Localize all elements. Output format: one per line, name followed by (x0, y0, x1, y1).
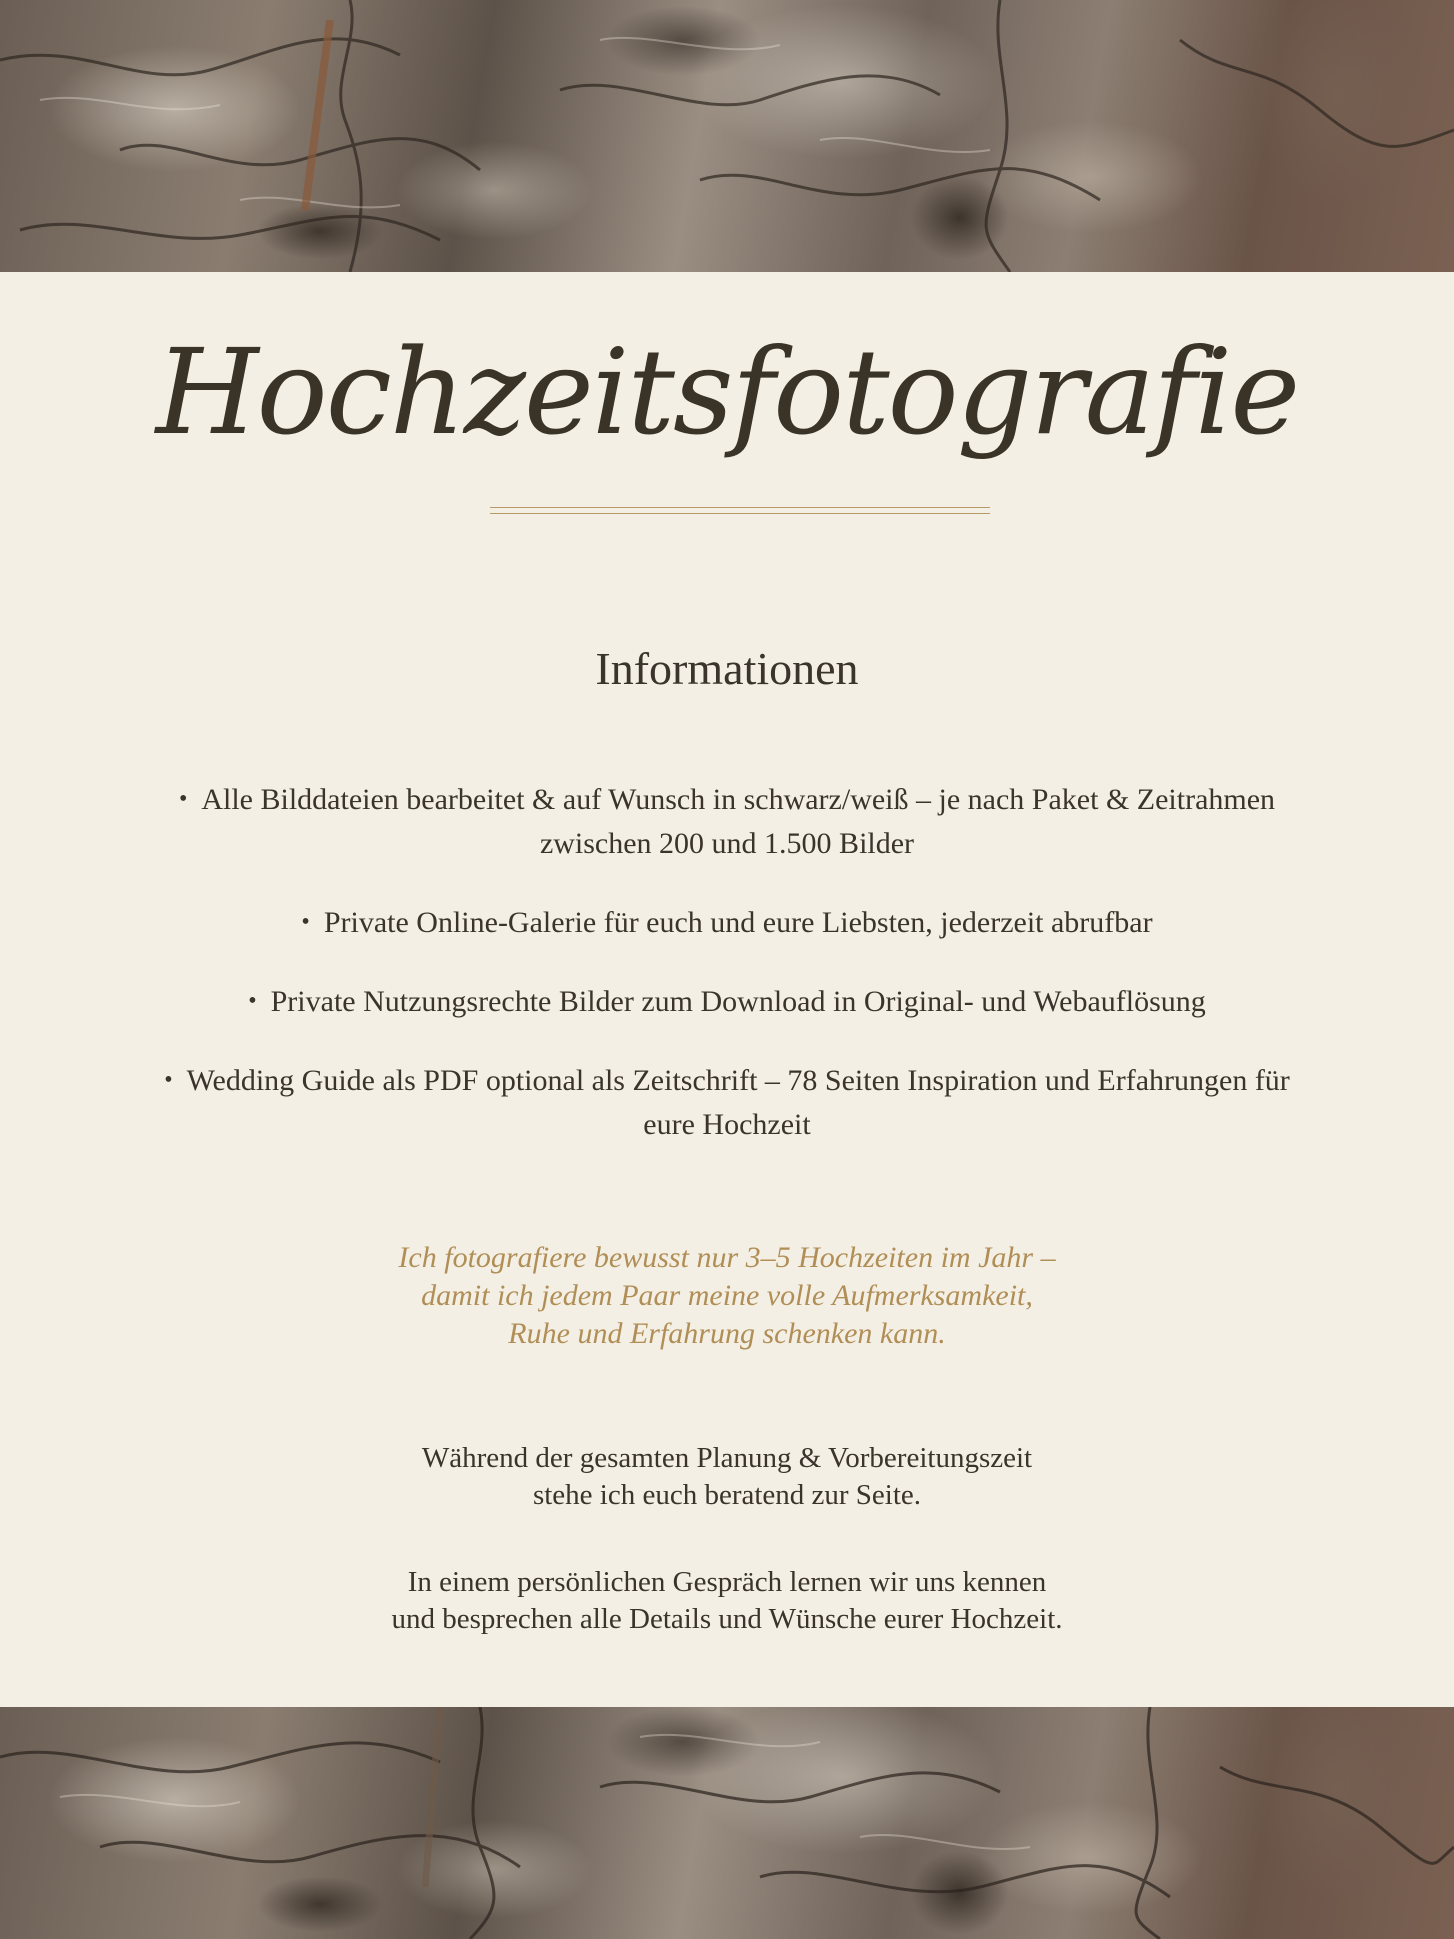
list-item-text: Private Nutzungsrechte Bilder zum Download in Original- und Webauflösung (270, 985, 1206, 1018)
page-title: Hochzeitsfotografie (155, 323, 1299, 461)
list-item-text: Wedding Guide als PDF optional als Zeitschrift – 78 Seiten Inspiration und Erfahrungen für eure Hochzeit (186, 1064, 1290, 1141)
list-item (147, 1058, 1307, 1147)
title-underline-bottom (490, 513, 990, 514)
bullet-icon: • (248, 988, 257, 1014)
bullet-icon: • (178, 786, 188, 812)
list-item (147, 777, 1307, 866)
paragraph-line: und besprechen alle Details und Wünsche eurer Hochzeit. (391, 1603, 1063, 1635)
info-list (0, 777, 1454, 1181)
paragraph-line: In einem persönlichen Gespräch lernen wir uns kennen (407, 1566, 1047, 1598)
list-item-text: Alle Bilddateien bearbeitet & auf Wunsch in schwarz/weiß – je nach Paket & Zeitrahmen zwischen 200 und 1.500 Bilder (201, 783, 1276, 860)
bark-texture-top-image (0, 0, 1454, 272)
quote-line: damit ich jedem Paar meine volle Aufmerksamkeit, (421, 1279, 1033, 1312)
paragraph-line: Während der gesamten Planung & Vorbereitungszeit (421, 1442, 1033, 1474)
meeting-paragraph (0, 1564, 1454, 1638)
highlight-quote (0, 1239, 1454, 1353)
list-item (147, 979, 1307, 1024)
paragraph-line: stehe ich euch beratend zur Seite. (532, 1479, 922, 1511)
section-heading: Informationen (595, 643, 859, 694)
bark-texture-bottom-image (0, 1707, 1454, 1939)
quote-line: Ich fotografiere bewusst nur 3–5 Hochzeiten im Jahr – (398, 1241, 1056, 1274)
quote-line: Ruhe und Erfahrung schenken kann. (508, 1317, 946, 1350)
list-item (147, 900, 1307, 945)
title-underline-top (490, 507, 990, 508)
content-panel (0, 272, 1454, 1707)
planning-paragraph (0, 1440, 1454, 1514)
bark-cracks-bottom (0, 1707, 1454, 1939)
bark-cracks-top (0, 0, 1454, 272)
bullet-icon: • (301, 909, 310, 935)
list-item-text: Private Online-Galerie für euch und eure Liebsten, jederzeit abrufbar (323, 906, 1153, 939)
bullet-icon: • (164, 1067, 173, 1093)
